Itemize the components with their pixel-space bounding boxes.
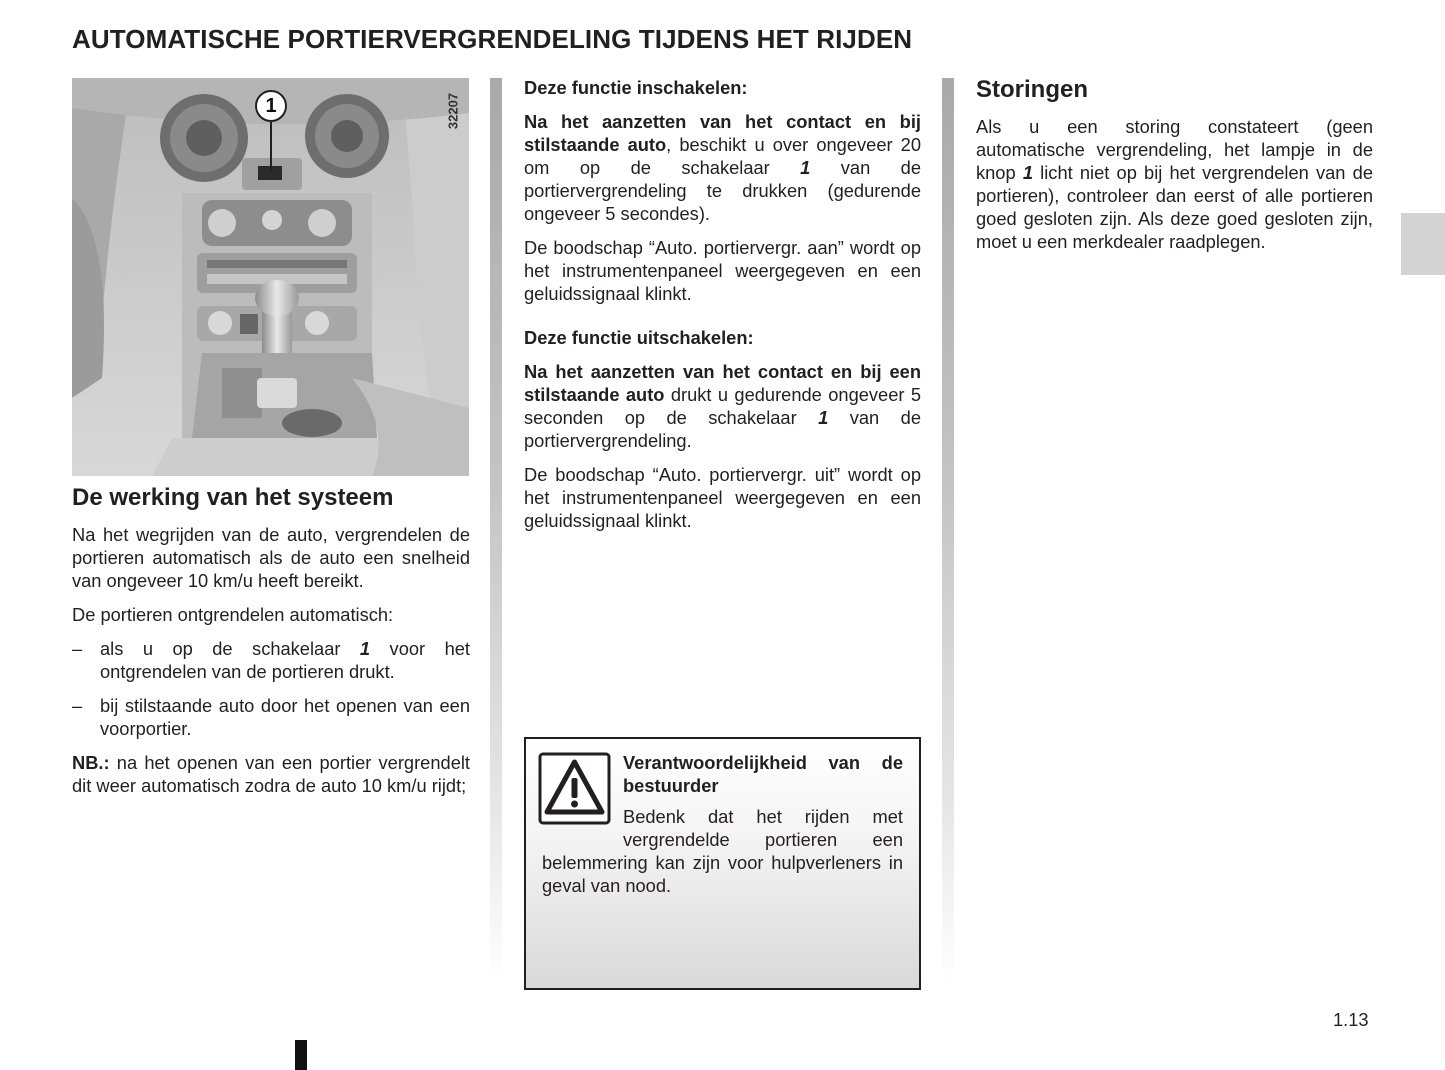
print-mark	[295, 1040, 307, 1070]
functie-section	[524, 76, 921, 532]
page-number: 1.13	[1333, 1009, 1369, 1030]
ontgrendelen-intro: De portieren ontgrendelen automatisch:	[72, 604, 394, 625]
storingen-paragraph: Als u een storing constateert (geen automatische vergrendeling, het lampje in de knop 1 licht niet op bij het vergrendelen van de portieren), controleer dan eerst of alle portieren goed gesloten zijn. Als deze goed gesloten zijn, moet u een merkdealer raadplegen.	[976, 116, 1373, 252]
page-title: AUTOMATISCHE PORTIERVERGRENDELING TIJDENS HET RIJDEN	[72, 24, 913, 54]
list-item: – als u op de schakelaar 1 voor het ontgrendelen van de portieren drukt.	[72, 638, 470, 682]
werking-paragraph: Na het wegrijden van de auto, vergrendelen de portieren automatisch als de auto een snelheid van ongeveer 10 km/u heeft bereikt.	[72, 524, 470, 591]
list-dash: –	[72, 638, 83, 659]
werking-heading: De werking van het systeem	[72, 484, 394, 511]
storingen-section	[976, 76, 1373, 253]
figure-code: 32207	[445, 92, 461, 130]
uitschakelen-message: De boodschap “Auto. portiervergr. uit” wordt op het instrumentenpaneel weergegeven en een geluidssignaal klinkt.	[524, 464, 921, 531]
callout-marker: 1	[255, 90, 287, 122]
column-divider-left	[490, 78, 502, 983]
nb-note: NB.: na het openen van een portier vergrendelt dit weer automatisch zodra de auto 10 km/u rijdt;	[72, 752, 470, 796]
warning-title: Verantwoordelijkheid van de bestuurder	[623, 752, 903, 796]
list-item: – bij stilstaande auto door het openen van een voorportier.	[72, 695, 470, 739]
warning-text: Bedenk dat het rijden met vergrendelde portieren een belemmering kan zijn voor hulpverleners in geval van nood.	[542, 806, 903, 896]
callout-leader-line	[270, 122, 272, 172]
list-dash: –	[72, 695, 83, 716]
column-divider-right	[942, 78, 954, 983]
uitschakelen-paragraph: Na het aanzetten van het contact en bij een stilstaande auto drukt u gedurende ongeveer 5 seconden op de schakelaar 1 van de portiervergrendeling.	[524, 361, 922, 451]
section-tab-marker	[1401, 213, 1445, 275]
warning-triangle-icon	[538, 752, 611, 825]
inschakelen-paragraph: Na het aanzetten van het contact en bij stilstaande auto, beschikt u over ongeveer 20 om op de schakelaar 1 van de portiervergrendeling te drukken (gedurende ongeveer 5 secondes).	[524, 111, 921, 224]
werking-section	[72, 484, 470, 797]
warning-box	[524, 737, 921, 990]
storingen-heading: Storingen	[976, 76, 1088, 103]
uitschakelen-label: Deze functie uitschakelen:	[524, 327, 754, 348]
inschakelen-label: Deze functie inschakelen:	[524, 77, 748, 98]
inschakelen-message: De boodschap “Auto. portiervergr. aan” wordt op het instrumentenpaneel weergegeven en een geluidssignaal klinkt.	[524, 237, 921, 304]
